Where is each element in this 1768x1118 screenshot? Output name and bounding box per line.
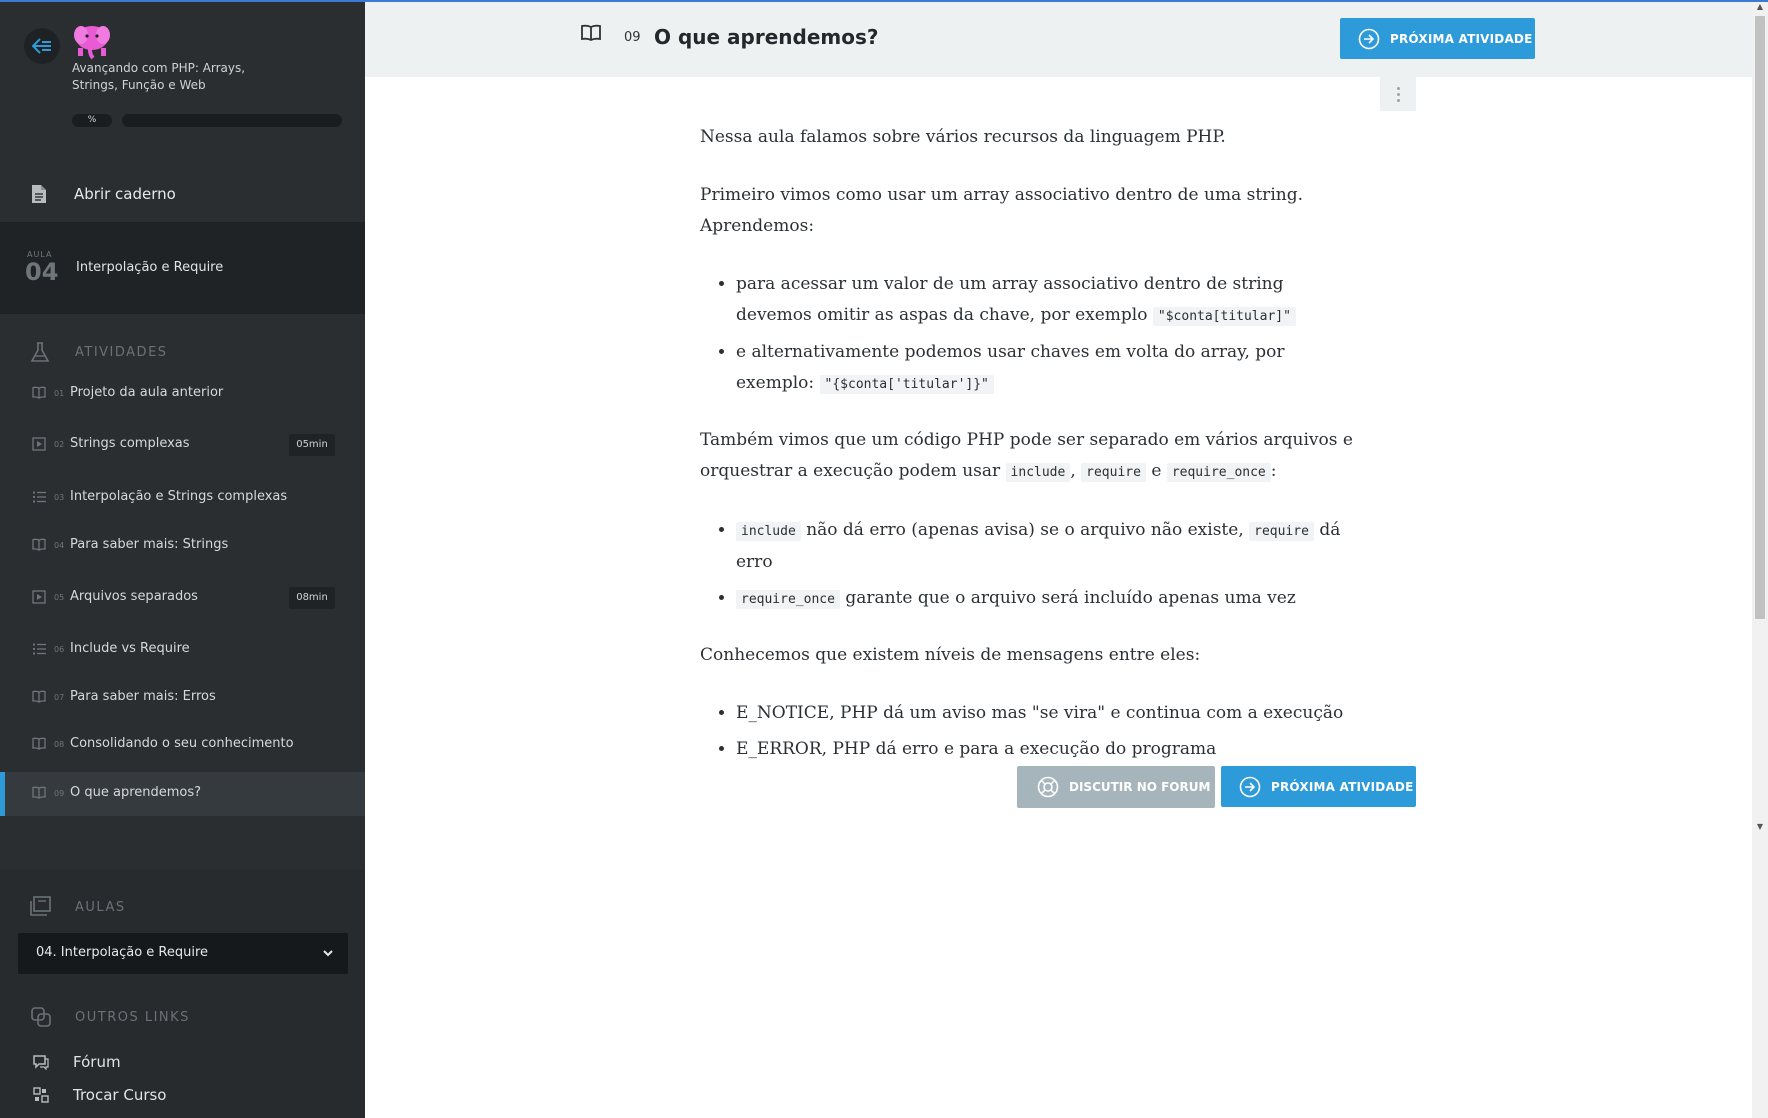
activity-label: Consolidando o seu conhecimento	[70, 736, 294, 751]
content-list	[700, 269, 1360, 400]
paragraph-text: Também vimos que um código PHP pode ser separado em vários arquivos e orquestrar a execução podem usar	[700, 430, 1353, 481]
lesson-title: Interpolação e Require	[76, 260, 224, 275]
activity-item-02[interactable]	[0, 423, 365, 467]
aulas-heading-label: AULAS	[75, 900, 126, 915]
activity-number: 01	[54, 389, 65, 398]
activity-number: 06	[54, 645, 65, 654]
video-icon	[32, 437, 47, 451]
activity-number: 04	[54, 541, 65, 550]
list-item: • E_NOTICE, PHP dá um aviso mas "se vira" e continua com a execução	[736, 698, 1360, 729]
duration-badge: 08min	[289, 587, 335, 609]
activity-header	[365, 2, 1752, 77]
page-title: O que aprendemos?	[654, 25, 879, 49]
next-activity-label-top: PRÓXIMA ATIVIDADE	[1390, 31, 1533, 46]
other-links-heading	[0, 1002, 365, 1032]
inline-code: require_once	[736, 590, 840, 609]
lesson-small-label: AULA	[27, 250, 53, 259]
activity-label: Include vs Require	[70, 641, 190, 656]
php-elephant-logo	[72, 22, 112, 60]
inline-code: require	[1081, 463, 1146, 482]
inline-code: require_once	[1167, 463, 1271, 482]
kebab-dot	[1397, 93, 1400, 96]
other-links-heading-label: OUTROS LINKS	[75, 1010, 190, 1025]
activity-number: 07	[54, 693, 65, 702]
course-title: Avançando com PHP: Arrays, Strings, Função e Web	[72, 61, 246, 92]
flask-icon	[30, 341, 50, 363]
book-icon	[32, 786, 47, 800]
activity-item-07[interactable]	[0, 676, 365, 720]
open-notebook-link[interactable]	[0, 172, 365, 216]
aulas-heading	[0, 892, 365, 922]
lessons-icon	[30, 896, 52, 916]
page-scrollbar[interactable]	[1752, 0, 1768, 1118]
kebab-dot	[1397, 87, 1400, 90]
more-options-menu[interactable]	[1380, 77, 1416, 111]
list-item	[736, 337, 1360, 400]
lesson-number: 04	[25, 258, 59, 286]
activity-number: 09	[624, 30, 641, 45]
lesson-select-value: 04. Interpolação e Require	[36, 945, 209, 960]
activities-heading-label: ATIVIDADES	[75, 345, 168, 360]
activity-label: Para saber mais: Strings	[70, 537, 229, 552]
forum-link-label: Fórum	[73, 1053, 121, 1071]
content-paragraph: Nessa aula falamos sobre vários recursos da linguagem PHP.	[700, 127, 1226, 147]
list-item-text: dá erro	[736, 520, 1341, 572]
next-activity-button-top[interactable]	[1340, 18, 1535, 59]
back-button[interactable]	[24, 28, 60, 64]
activity-label: O que aprendemos?	[70, 785, 202, 800]
activity-item-01[interactable]	[0, 372, 365, 416]
paragraph-text: :	[1270, 461, 1277, 481]
inline-code: include	[1006, 463, 1071, 482]
activities-heading	[0, 337, 365, 367]
sidebar-header	[0, 0, 365, 160]
list-item-text: não dá erro (apenas avisa) se o arquivo não existe,	[800, 520, 1250, 540]
sidebar	[0, 0, 365, 1118]
activity-item-09[interactable]	[0, 772, 365, 816]
list-item	[736, 515, 1360, 578]
list-item	[736, 269, 1360, 332]
activity-content	[700, 122, 1360, 790]
content-list	[700, 515, 1360, 615]
activity-item-03[interactable]	[0, 476, 365, 520]
list-icon	[32, 642, 47, 656]
progress-bar	[122, 114, 342, 127]
video-icon	[32, 590, 47, 604]
list-item-text: para acessar um valor de um array associativo dentro de string devemos omitir as aspas da chave, por exemplo	[736, 274, 1284, 325]
activity-label: Arquivos separados	[70, 589, 198, 604]
discuss-forum-button[interactable]	[1017, 766, 1215, 808]
activity-label: Para saber mais: Erros	[70, 689, 216, 704]
arrow-right-circle-icon	[1358, 28, 1380, 50]
current-lesson	[0, 222, 365, 314]
inline-code: include	[736, 522, 801, 541]
paragraph-text: e	[1145, 461, 1167, 481]
book-icon	[32, 538, 47, 552]
forum-icon	[33, 1054, 49, 1070]
switch-course-icon	[33, 1087, 49, 1103]
duration-badge: 05min	[289, 434, 335, 456]
activity-item-05[interactable]	[0, 576, 365, 620]
activity-number: 02	[54, 440, 65, 449]
progress-percent-badge: %	[72, 114, 112, 127]
activity-number: 09	[54, 789, 65, 798]
switch-course-label: Trocar Curso	[73, 1086, 167, 1104]
next-activity-label-bottom: PRÓXIMA ATIVIDADE	[1271, 779, 1414, 794]
links-icon	[30, 1006, 52, 1028]
forum-link[interactable]	[0, 1048, 365, 1078]
content-list	[700, 698, 1360, 765]
next-activity-button-bottom[interactable]	[1221, 766, 1416, 807]
activity-label: Strings complexas	[70, 436, 190, 451]
book-icon	[581, 24, 601, 42]
book-icon	[32, 690, 47, 704]
content-paragraph: Conhecemos que existem níveis de mensagens entre eles:	[700, 645, 1201, 665]
book-icon	[32, 386, 47, 400]
content-paragraph	[700, 425, 1360, 488]
list-item: • E_ERROR, PHP dá erro e para a execução do programa	[736, 734, 1360, 765]
switch-course-link[interactable]	[0, 1081, 365, 1111]
book-icon	[32, 737, 47, 751]
chevron-down-icon	[322, 947, 334, 959]
activity-number: 03	[54, 493, 65, 502]
inline-code: "$conta[titular]"	[1153, 307, 1296, 326]
list-icon	[32, 490, 47, 504]
top-accent-line	[0, 0, 1768, 2]
scroll-thumb[interactable]	[1755, 16, 1765, 619]
activity-label: Interpolação e Strings complexas	[70, 489, 288, 504]
arrow-right-circle-icon	[1239, 776, 1261, 798]
content-paragraph: Primeiro vimos como usar um array associativo dentro de uma string. Aprendemos:	[700, 185, 1303, 236]
lesson-select[interactable]	[18, 933, 348, 974]
activity-number: 05	[54, 593, 65, 602]
lifebuoy-icon	[1037, 776, 1059, 798]
discuss-forum-label: DISCUTIR NO FORUM	[1069, 780, 1211, 794]
paragraph-text: ,	[1070, 461, 1082, 481]
inline-code: require	[1249, 522, 1314, 541]
activity-item-06[interactable]	[0, 628, 365, 672]
scroll-down-arrow[interactable]: ▼	[1756, 822, 1764, 831]
list-item-text: garante que o arquivo será incluído apenas uma vez	[839, 588, 1296, 608]
kebab-dot	[1397, 99, 1400, 102]
inline-code: "{$conta['titular']}"	[820, 375, 994, 394]
list-item	[736, 583, 1360, 615]
scroll-up-arrow[interactable]: ▲	[1756, 2, 1764, 11]
open-notebook-label: Abrir caderno	[74, 185, 176, 203]
activity-label: Projeto da aula anterior	[70, 385, 224, 400]
document-icon	[31, 184, 47, 204]
activity-item-04[interactable]	[0, 524, 365, 568]
activity-item-08[interactable]	[0, 723, 365, 767]
activity-number: 08	[54, 740, 65, 749]
list-item-text: e alternativamente podemos usar chaves em volta do array, por exemplo:	[736, 342, 1285, 393]
arrow-left-icon	[32, 38, 52, 54]
